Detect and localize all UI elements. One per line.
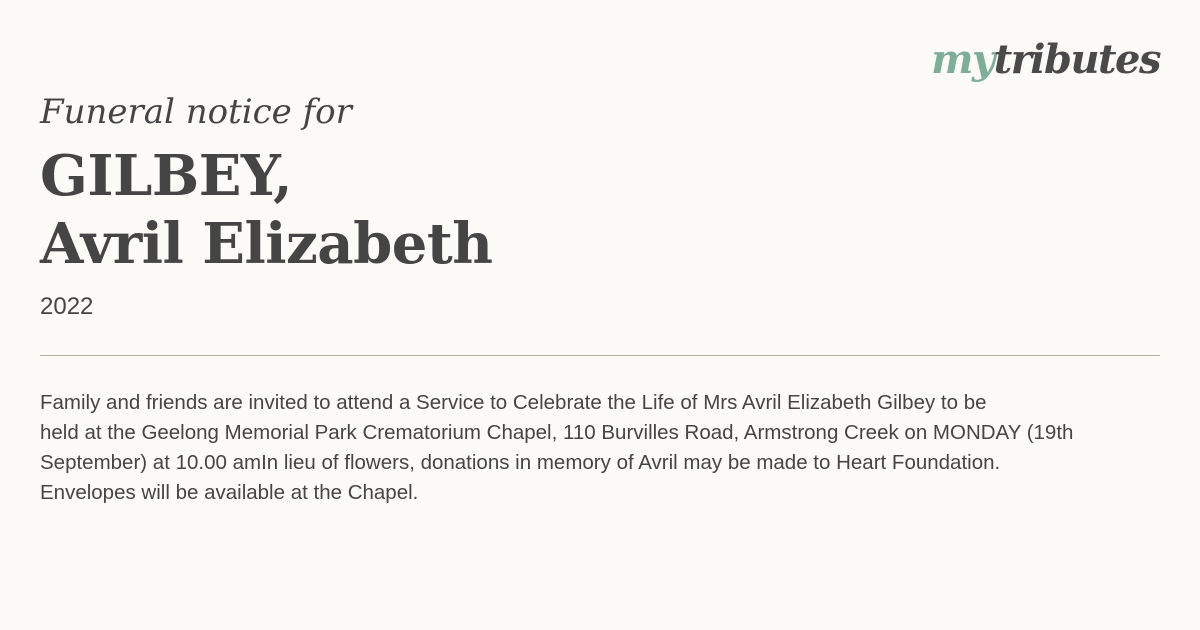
logo-my-text: my (931, 36, 994, 83)
deceased-surname: GILBEY, (40, 143, 293, 209)
notice-year: 2022 (40, 293, 94, 320)
notice-body-line: Family and friends are invited to attend a Service to Celebrate the Life of Mrs Avril Elizabeth Gilbey to be (40, 391, 987, 414)
mytributes-logo (931, 36, 1160, 84)
notice-subtitle: Funeral notice for (40, 92, 352, 132)
notice-body-line: held at the Geelong Memorial Park Crematorium Chapel, 110 Burvilles Road, Armstrong Creek on MONDAY (19th (40, 421, 1074, 444)
logo-tributes-text: tributes (993, 36, 1160, 83)
notice-body (40, 388, 1160, 508)
section-divider (40, 355, 1160, 356)
notice-body-line: September) at 10.00 amIn lieu of flowers, donations in memory of Avril may be made to Heart Foundation. (40, 451, 1001, 474)
deceased-given-names: Avril Elizabeth (40, 211, 493, 277)
notice-body-line: Envelopes will be available at the Chapel. (40, 481, 419, 504)
deceased-name (40, 142, 492, 278)
